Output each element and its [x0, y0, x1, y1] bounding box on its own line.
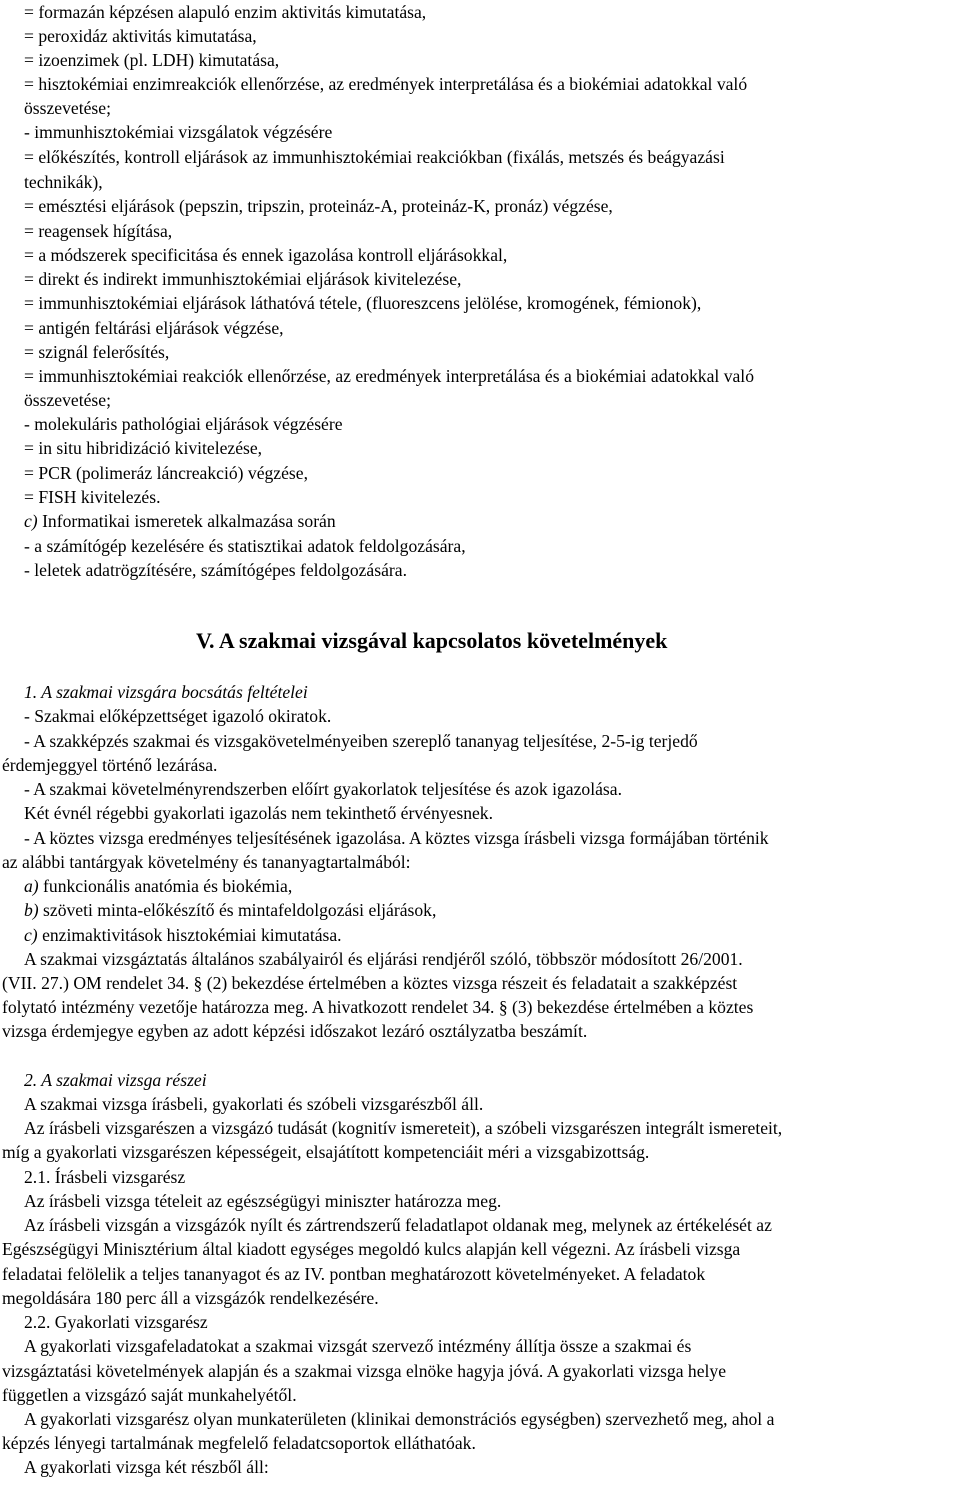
text-line: Az írásbeli vizsgarészen a vizsgázó tudását (kognitív ismereteit), a szóbeli vizsgarészen integrált ismereteit,: [24, 1118, 783, 1138]
text-line: összevetése;: [24, 98, 111, 118]
text-line: míg a gyakorlati vizsgarészen képességeit, elsajátított kompetenciáit méri a vizsgabizottság.: [2, 1142, 650, 1162]
list-item: [24, 925, 342, 946]
part2-title: 2. A szakmai vizsga részei: [24, 1070, 207, 1090]
text-line: = formazán képzésen alapuló enzim aktivitás kimutatása,: [24, 2, 427, 22]
text-line: összevetése;: [24, 390, 111, 410]
text-line: = direkt és indirekt immunhisztokémiai eljárások kivitelezése,: [24, 269, 462, 289]
text-line: A gyakorlati vizsgarész olyan munkaterületen (klinikai demonstrációs egységben) szervezhető meg, ahol a: [24, 1409, 775, 1429]
text-line: független a vizsgázó saját munkahelyétől.: [2, 1385, 297, 1405]
text-line: = reagensek hígítása,: [24, 221, 173, 241]
text-line: vizsga érdemjegye egyben az adott képzési időszakot lezáró osztályzatba beszámít.: [2, 1021, 588, 1041]
list-item-text: funkcionális anatómia és biokémia,: [38, 876, 293, 896]
list-item: [24, 900, 436, 921]
text-line: folytató intézmény vezetője határozza meg. A hivatkozott rendelet 34. § (3) bekezdése értelmében a köztes: [2, 997, 754, 1017]
section-heading: V. A szakmai vizsgával kapcsolatos követelmények: [196, 628, 668, 653]
text-line: = immunhisztokémiai eljárások láthatóvá tétele, (fluoreszcens jelölése, kromogének, fémionok),: [24, 293, 702, 313]
text-line: = szignál felerősítés,: [24, 342, 170, 362]
text-line: Az írásbeli vizsgán a vizsgázók nyílt és zártrendszerű feladatlapot oldanak meg, melynek az értékelését az: [24, 1215, 772, 1235]
list-marker: c): [24, 511, 38, 531]
text-line: érdemjeggyel történő lezárása.: [2, 755, 218, 775]
text-line: A gyakorlati vizsgafeladatokat a szakmai vizsgát szervező intézmény állítja össze a szakmai és: [24, 1336, 692, 1356]
text-line: - A köztes vizsga eredményes teljesítésének igazolása. A köztes vizsga írásbeli vizsga formájában történik: [24, 828, 769, 848]
text-line: = emésztési eljárások (pepszin, tripszin, proteináz-A, proteináz-K, pronáz) végzése,: [24, 196, 613, 216]
text-line: A szakmai vizsgáztatás általános szabályairól és eljárási rendjéről szóló, többször módosított 26/2001.: [24, 949, 743, 969]
list-marker: a): [24, 876, 39, 896]
text-line: = peroxidáz aktivitás kimutatása,: [24, 26, 257, 46]
subsection-c-label: Informatikai ismeretek alkalmazása során: [37, 511, 336, 531]
text-line: A gyakorlati vizsga két részből áll:: [24, 1457, 269, 1477]
text-line: Az írásbeli vizsga tételeit az egészségügyi miniszter határozza meg.: [24, 1191, 502, 1211]
text-line: = FISH kivitelezés.: [24, 487, 161, 507]
list-item-text: enzimaktivitások hisztokémiai kimutatása.: [37, 925, 342, 945]
text-line: - A szakmai követelményrendszerben előírt gyakorlatok teljesítése és azok igazolása.: [24, 779, 622, 799]
text-line: = a módszerek specificitása és ennek igazolása kontroll eljárásokkal,: [24, 245, 508, 265]
part1-title: 1. A szakmai vizsgára bocsátás feltételei: [24, 682, 308, 702]
text-line: = antigén feltárási eljárások végzése,: [24, 318, 284, 338]
text-line: vizsgáztatási követelmények alapján és a szakmai vizsga elnöke hagyja jóvá. A gyakorlati vizsga helye: [2, 1361, 727, 1381]
text-line: feladatai felölelik a teljes tananyagot és az IV. pontban meghatározott követelményeket. A feladatok: [2, 1264, 706, 1284]
text-line: = PCR (polimeráz láncreakció) végzése,: [24, 463, 308, 483]
text-line: - molekuláris pathológiai eljárások végzésére: [24, 414, 343, 434]
text-line: megoldására 180 perc áll a vizsgázók rendelkezésére.: [2, 1288, 379, 1308]
text-line: képzés lényegi tartalmának megfelelő feladatcsoportok elláthatóak.: [2, 1433, 476, 1453]
text-line: = hisztokémiai enzimreakciók ellenőrzése, az eredmények interpretálása és a biokémiai adatokkal való: [24, 74, 748, 94]
list-item: [24, 876, 292, 897]
text-line: A szakmai vizsga írásbeli, gyakorlati és szóbeli vizsgarészből áll.: [24, 1094, 484, 1114]
text-line: - leletek adatrögzítésére, számítógépes feldolgozására.: [24, 560, 407, 580]
subsection-heading: 2.2. Gyakorlati vizsgarész: [24, 1312, 208, 1332]
subsection-c: [24, 511, 336, 532]
text-line: - A szakképzés szakmai és vizsgakövetelményeiben szereplő tananyag teljesítése, 2-5-ig terjedő: [24, 731, 698, 751]
text-line: = izoenzimek (pl. LDH) kimutatása,: [24, 50, 280, 70]
text-line: - immunhisztokémiai vizsgálatok végzésére: [24, 122, 333, 142]
list-marker: b): [24, 900, 39, 920]
text-line: - a számítógép kezelésére és statisztikai adatok feldolgozására,: [24, 536, 466, 556]
text-line: Egészségügyi Minisztérium által kiadott egységes megoldó kulcs alapján kell végezni. Az írásbeli vizsga: [2, 1239, 741, 1259]
list-item-text: szöveti minta-előkészítő és mintafeldolgozási eljárások,: [38, 900, 437, 920]
text-line: az alábbi tantárgyak követelmény és tananyagtartalmából:: [2, 852, 411, 872]
list-marker: c): [24, 925, 38, 945]
text-line: = előkészítés, kontroll eljárások az immunhisztokémiai reakciókban (fixálás, metszés és beágyazási: [24, 147, 725, 167]
text-line: (VII. 27.) OM rendelet 34. § (2) bekezdése értelmében a köztes vizsga részeit és feladatait a szakképzést: [2, 973, 738, 993]
text-line: = immunhisztokémiai reakciók ellenőrzése, az eredmények interpretálása és a biokémiai adatokkal való: [24, 366, 754, 386]
text-line: - Szakmai előképzettséget igazoló okiratok.: [24, 706, 332, 726]
text-line: = in situ hibridizáció kivitelezése,: [24, 438, 263, 458]
text-line: Két évnél régebbi gyakorlati igazolás nem tekinthető érvényesnek.: [24, 803, 493, 823]
text-line: technikák),: [24, 172, 103, 192]
subsection-heading: 2.1. Írásbeli vizsgarész: [24, 1167, 186, 1187]
